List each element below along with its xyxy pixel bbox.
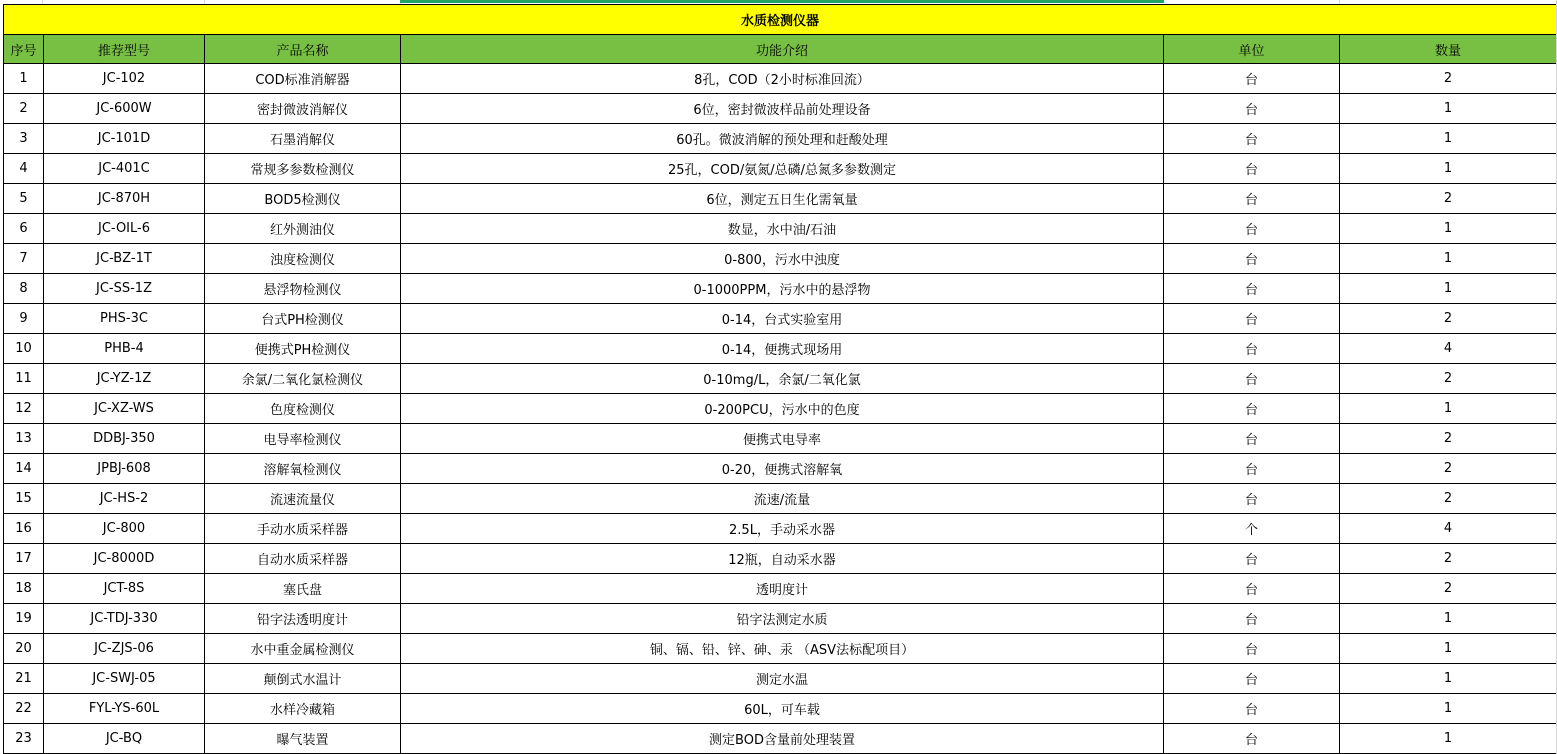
cell-unit[interactable]: 台 xyxy=(1164,124,1340,154)
table-row xyxy=(4,454,1557,484)
cell-index[interactable]: 15 xyxy=(4,484,44,514)
cell-function[interactable]: 8孔，COD（2小时标准回流） xyxy=(401,64,1164,94)
cell-index[interactable]: 11 xyxy=(4,364,44,394)
cell-quantity[interactable]: 2 xyxy=(1340,484,1557,514)
cell-function[interactable]: 0-200PCU，污水中的色度 xyxy=(401,394,1164,424)
cell-function[interactable]: 0-14，便携式现场用 xyxy=(401,334,1164,364)
cell-function[interactable]: 铅字法测定水质 xyxy=(401,604,1164,634)
cell-unit[interactable]: 台 xyxy=(1164,394,1340,424)
title-row xyxy=(4,5,1557,35)
cell-index[interactable]: 16 xyxy=(4,514,44,544)
cell-index[interactable]: 14 xyxy=(4,454,44,484)
cell-model[interactable]: JCT-8S xyxy=(44,574,205,604)
cell-model[interactable]: JC-600W xyxy=(44,94,205,124)
cell-unit[interactable]: 台 xyxy=(1164,64,1340,94)
cell-product[interactable]: COD标准消解器 xyxy=(205,64,401,94)
cell-function[interactable]: 0-14，台式实验室用 xyxy=(401,304,1164,334)
cell-unit[interactable]: 台 xyxy=(1164,664,1340,694)
header-row xyxy=(4,35,1557,64)
spreadsheet-table xyxy=(3,4,1557,754)
cell-product[interactable]: 塞氏盘 xyxy=(205,574,401,604)
cell-unit[interactable]: 台 xyxy=(1164,544,1340,574)
cell-unit[interactable]: 台 xyxy=(1164,424,1340,454)
cell-index[interactable]: 4 xyxy=(4,154,44,184)
cell-function[interactable]: 流速/流量 xyxy=(401,484,1164,514)
table-row xyxy=(4,694,1557,724)
cell-index[interactable]: 3 xyxy=(4,124,44,154)
cell-quantity[interactable]: 2 xyxy=(1340,184,1557,214)
cell-index[interactable]: 18 xyxy=(4,574,44,604)
cell-product[interactable]: 水中重金属检测仪 xyxy=(205,634,401,664)
header-cell-index[interactable]: 序号 xyxy=(4,35,44,64)
cell-quantity[interactable]: 2 xyxy=(1340,304,1557,334)
cell-product[interactable]: 水样冷藏箱 xyxy=(205,694,401,724)
cell-index[interactable]: 5 xyxy=(4,184,44,214)
cell-product[interactable]: 流速流量仪 xyxy=(205,484,401,514)
cell-model[interactable]: JC-SWJ-05 xyxy=(44,664,205,694)
cell-unit[interactable]: 台 xyxy=(1164,274,1340,304)
cell-function[interactable]: 0-10mg/L，余氯/二氧化氯 xyxy=(401,364,1164,394)
cell-index[interactable]: 13 xyxy=(4,424,44,454)
cell-product[interactable]: 手动水质采样器 xyxy=(205,514,401,544)
cell-unit[interactable]: 台 xyxy=(1164,634,1340,664)
cell-product[interactable]: 浊度检测仪 xyxy=(205,244,401,274)
cell-product[interactable]: BOD5检测仪 xyxy=(205,184,401,214)
cell-product[interactable]: 余氯/二氧化氯检测仪 xyxy=(205,364,401,394)
cell-model[interactable]: DDBJ-350 xyxy=(44,424,205,454)
cell-product[interactable]: 电导率检测仪 xyxy=(205,424,401,454)
cell-function[interactable]: 12瓶，自动采水器 xyxy=(401,544,1164,574)
cell-product[interactable]: 常规多参数检测仪 xyxy=(205,154,401,184)
table-row xyxy=(4,274,1557,304)
cell-quantity[interactable]: 2 xyxy=(1340,64,1557,94)
table-row xyxy=(4,634,1557,664)
cell-unit[interactable]: 台 xyxy=(1164,94,1340,124)
cell-quantity[interactable]: 1 xyxy=(1340,274,1557,304)
table-row xyxy=(4,484,1557,514)
cell-model[interactable]: JC-XZ-WS xyxy=(44,394,205,424)
cell-quantity[interactable]: 4 xyxy=(1340,334,1557,364)
cell-model[interactable]: JC-TDJ-330 xyxy=(44,604,205,634)
cell-function[interactable]: 便携式电导率 xyxy=(401,424,1164,454)
cell-model[interactable]: JC-BZ-1T xyxy=(44,244,205,274)
cell-unit[interactable]: 台 xyxy=(1164,334,1340,364)
cell-model[interactable]: JC-ZJS-06 xyxy=(44,634,205,664)
cell-model[interactable]: JC-YZ-1Z xyxy=(44,364,205,394)
cell-model[interactable]: JC-OIL-6 xyxy=(44,214,205,244)
cell-quantity[interactable]: 1 xyxy=(1340,694,1557,724)
cell-index[interactable]: 8 xyxy=(4,274,44,304)
cell-quantity[interactable]: 1 xyxy=(1340,724,1557,754)
cell-unit[interactable]: 台 xyxy=(1164,484,1340,514)
cell-quantity[interactable]: 1 xyxy=(1340,244,1557,274)
cell-product[interactable]: 自动水质采样器 xyxy=(205,544,401,574)
sheet-title[interactable]: 水质检测仪器 xyxy=(4,5,1557,35)
cell-product[interactable]: 台式PH检测仪 xyxy=(205,304,401,334)
cell-index[interactable]: 2 xyxy=(4,94,44,124)
table-row xyxy=(4,574,1557,604)
cell-quantity[interactable]: 2 xyxy=(1340,364,1557,394)
cell-function[interactable]: 60孔。微波消解的预处理和赶酸处理 xyxy=(401,124,1164,154)
cell-model[interactable]: FYL-YS-60L xyxy=(44,694,205,724)
cell-index[interactable]: 17 xyxy=(4,544,44,574)
cell-model[interactable]: JC-401C xyxy=(44,154,205,184)
table-row xyxy=(4,514,1557,544)
table-row xyxy=(4,64,1557,94)
header-cell-model[interactable]: 推荐型号 xyxy=(44,35,205,64)
table-row xyxy=(4,364,1557,394)
header-cell-unit[interactable]: 单位 xyxy=(1164,35,1340,64)
cell-unit[interactable]: 台 xyxy=(1164,184,1340,214)
cell-unit[interactable]: 个 xyxy=(1164,514,1340,544)
cell-quantity[interactable]: 1 xyxy=(1340,394,1557,424)
cell-function[interactable]: 透明度计 xyxy=(401,574,1164,604)
table-row xyxy=(4,424,1557,454)
header-cell-function[interactable]: 功能介绍 xyxy=(401,35,1164,64)
cell-unit[interactable]: 台 xyxy=(1164,304,1340,334)
cell-index[interactable]: 6 xyxy=(4,214,44,244)
cell-index[interactable]: 12 xyxy=(4,394,44,424)
cell-quantity[interactable]: 2 xyxy=(1340,544,1557,574)
cell-index[interactable]: 21 xyxy=(4,664,44,694)
cell-product[interactable]: 悬浮物检测仪 xyxy=(205,274,401,304)
cell-model[interactable]: PHB-4 xyxy=(44,334,205,364)
table-row xyxy=(4,544,1557,574)
table-row xyxy=(4,604,1557,634)
cell-unit[interactable]: 台 xyxy=(1164,454,1340,484)
cell-index[interactable]: 23 xyxy=(4,724,44,754)
table-row xyxy=(4,304,1557,334)
cell-model[interactable]: JC-8000D xyxy=(44,544,205,574)
cell-quantity[interactable]: 4 xyxy=(1340,514,1557,544)
cell-unit[interactable]: 台 xyxy=(1164,604,1340,634)
cell-index[interactable]: 19 xyxy=(4,604,44,634)
cell-quantity[interactable]: 1 xyxy=(1340,214,1557,244)
cell-index[interactable]: 1 xyxy=(4,64,44,94)
cell-function[interactable]: 0-20，便携式溶解氧 xyxy=(401,454,1164,484)
cell-unit[interactable]: 台 xyxy=(1164,574,1340,604)
cell-product[interactable]: 色度检测仪 xyxy=(205,394,401,424)
cell-unit[interactable]: 台 xyxy=(1164,214,1340,244)
cell-function[interactable]: 0-800，污水中浊度 xyxy=(401,244,1164,274)
cell-model[interactable]: JC-SS-1Z xyxy=(44,274,205,304)
cell-index[interactable]: 9 xyxy=(4,304,44,334)
cell-model[interactable]: JC-870H xyxy=(44,184,205,214)
cell-quantity[interactable]: 1 xyxy=(1340,94,1557,124)
table-row xyxy=(4,184,1557,214)
table-row xyxy=(4,124,1557,154)
cell-function[interactable]: 数显，水中油/石油 xyxy=(401,214,1164,244)
active-column-indicator xyxy=(400,0,1164,3)
cell-unit[interactable]: 台 xyxy=(1164,154,1340,184)
header-cell-quantity[interactable]: 数量 xyxy=(1340,35,1557,64)
cell-quantity[interactable]: 2 xyxy=(1340,574,1557,604)
cell-index[interactable]: 10 xyxy=(4,334,44,364)
cell-model[interactable]: JC-BQ xyxy=(44,724,205,754)
header-cell-product[interactable]: 产品名称 xyxy=(205,35,401,64)
cell-quantity[interactable]: 1 xyxy=(1340,664,1557,694)
cell-model[interactable]: JC-800 xyxy=(44,514,205,544)
cell-product[interactable]: 密封微波消解仪 xyxy=(205,94,401,124)
cell-quantity[interactable]: 1 xyxy=(1340,124,1557,154)
cell-function[interactable]: 60L，可车载 xyxy=(401,694,1164,724)
cell-function[interactable]: 2.5L，手动采水器 xyxy=(401,514,1164,544)
cell-function[interactable]: 铜、镉、铅、锌、砷、汞 （ASV法标配项目） xyxy=(401,634,1164,664)
cell-model[interactable]: JC-102 xyxy=(44,64,205,94)
cell-product[interactable]: 曝气装置 xyxy=(205,724,401,754)
cell-product[interactable]: 石墨消解仪 xyxy=(205,124,401,154)
cell-model[interactable]: JC-HS-2 xyxy=(44,484,205,514)
cell-index[interactable]: 22 xyxy=(4,694,44,724)
cell-function[interactable]: 6位，测定五日生化需氧量 xyxy=(401,184,1164,214)
cell-function[interactable]: 测定水温 xyxy=(401,664,1164,694)
cell-quantity[interactable]: 1 xyxy=(1340,634,1557,664)
cell-quantity[interactable]: 1 xyxy=(1340,154,1557,184)
cell-product[interactable]: 溶解氧检测仪 xyxy=(205,454,401,484)
table-row xyxy=(4,724,1557,754)
table-row xyxy=(4,664,1557,694)
table-row xyxy=(4,154,1557,184)
cell-unit[interactable]: 台 xyxy=(1164,724,1340,754)
cell-function[interactable]: 6位，密封微波样品前处理设备 xyxy=(401,94,1164,124)
table-row xyxy=(4,334,1557,364)
cell-model[interactable]: JPBJ-608 xyxy=(44,454,205,484)
table-row xyxy=(4,244,1557,274)
cell-function[interactable]: 测定BOD含量前处理装置 xyxy=(401,724,1164,754)
cell-unit[interactable]: 台 xyxy=(1164,694,1340,724)
cell-quantity[interactable]: 2 xyxy=(1340,454,1557,484)
cell-product[interactable]: 铅字法透明度计 xyxy=(205,604,401,634)
cell-quantity[interactable]: 1 xyxy=(1340,604,1557,634)
cell-function[interactable]: 0-1000PPM，污水中的悬浮物 xyxy=(401,274,1164,304)
cell-unit[interactable]: 台 xyxy=(1164,364,1340,394)
cell-index[interactable]: 20 xyxy=(4,634,44,664)
cell-product[interactable]: 便携式PH检测仪 xyxy=(205,334,401,364)
table-row xyxy=(4,214,1557,244)
table-row xyxy=(4,394,1557,424)
cell-model[interactable]: JC-101D xyxy=(44,124,205,154)
cell-model[interactable]: PHS-3C xyxy=(44,304,205,334)
cell-product[interactable]: 红外测油仪 xyxy=(205,214,401,244)
cell-function[interactable]: 25孔，COD/氨氮/总磷/总氮多参数测定 xyxy=(401,154,1164,184)
cell-product[interactable]: 颠倒式水温计 xyxy=(205,664,401,694)
cell-unit[interactable]: 台 xyxy=(1164,244,1340,274)
cell-index[interactable]: 7 xyxy=(4,244,44,274)
cell-quantity[interactable]: 2 xyxy=(1340,424,1557,454)
table-row xyxy=(4,94,1557,124)
